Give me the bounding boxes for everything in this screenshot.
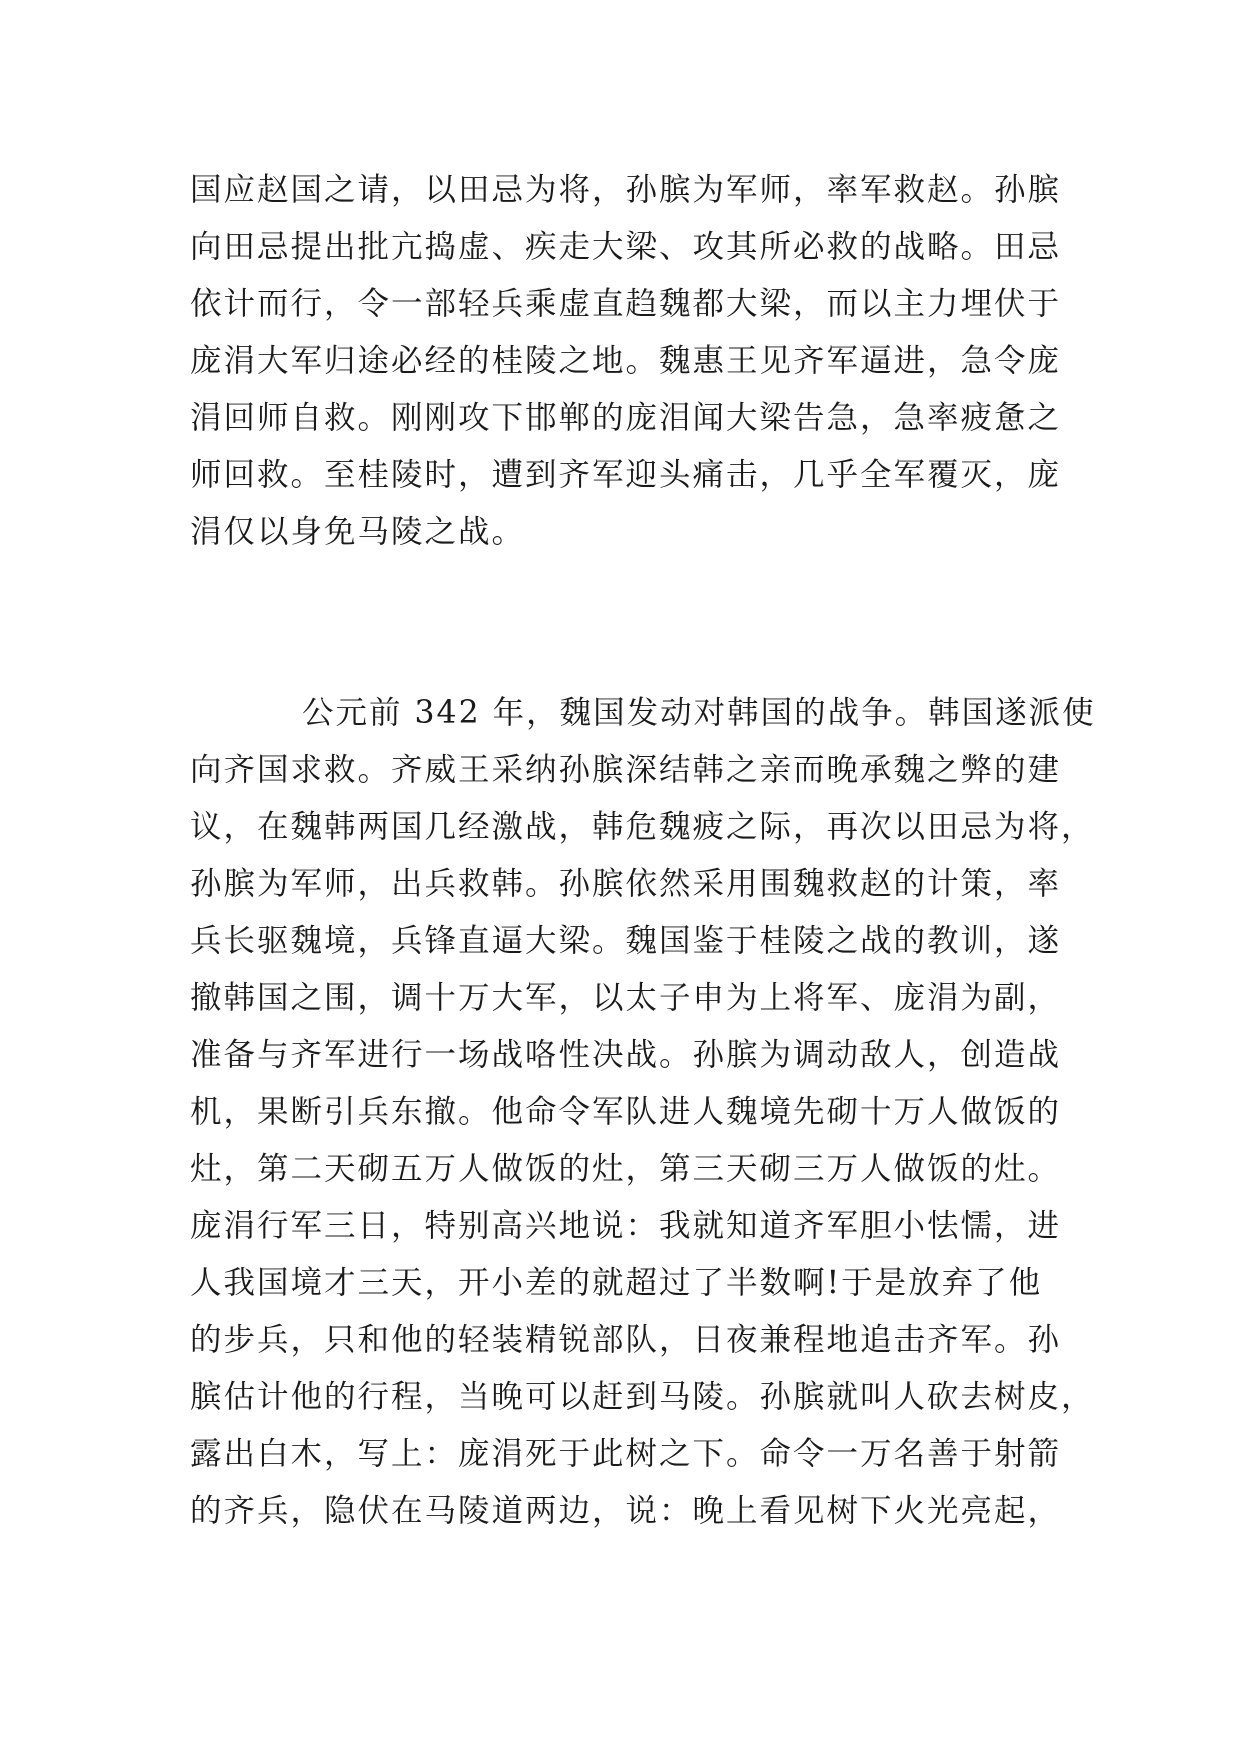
paragraph-maling xyxy=(190,685,1096,1540)
text-line: 的步兵，只和他的轻装精锐部队，日夜兼程地追击齐军。孙 xyxy=(190,1322,1062,1358)
text-line: 向田忌提出批亢捣虚、疾走大梁、攻其所必救的战略。田忌 xyxy=(190,229,1062,265)
text-line: 撤韩国之围，调十万大军，以太子申为上将军、庞涓为副， xyxy=(190,980,1062,1016)
text-line: 庞涓大军归途必经的桂陵之地。魏惠王见齐军逼进，急令庞 xyxy=(190,343,1062,379)
text-line-indented: 公元前 342 年，魏国发动对韩国的战争。韩国遂派使 xyxy=(302,695,1096,731)
text-line: 涓回师自救。刚刚攻下邯郸的庞泪闻大梁告急，急率疲惫之 xyxy=(190,400,1062,436)
text-line: 的齐兵，隐伏在马陵道两边，说：晚上看见树下火光亮起， xyxy=(190,1493,1062,1529)
text-line: 涓仅以身免马陵之战。 xyxy=(190,514,526,550)
text-line: 人我国境才三天，开小差的就超过了半数啊!于是放弃了他 xyxy=(190,1265,1043,1301)
paragraph-guiling xyxy=(190,162,1070,561)
text-line: 向齐国求救。齐威王采纳孙膑深结韩之亲而晚承魏之弊的建 xyxy=(190,752,1062,788)
text-line: 灶，第二天砌五万人做饭的灶，第三天砌三万人做饭的灶。 xyxy=(190,1151,1062,1187)
text-line: 准备与齐军进行一场战咯性决战。孙膑为调动敌人，创造战 xyxy=(190,1037,1062,1073)
text-line: 师回救。至桂陵时，遭到齐军迎头痛击，几乎全军覆灭，庞 xyxy=(190,457,1062,493)
text-line: 机，果断引兵东撤。他命令军队进人魏境先砌十万人做饭的 xyxy=(190,1094,1062,1130)
text-line: 国应赵国之请，以田忌为将，孙膑为军师，率军救赵。孙膑 xyxy=(190,172,1062,208)
text-line: 议，在魏韩两国几经激战，韩危魏疲之际，再次以田忌为将， xyxy=(190,809,1095,845)
text-line: 露出白木，写上：庞涓死于此树之下。命令一万名善于射箭 xyxy=(190,1436,1062,1472)
text-line: 依计而行，令一部轻兵乘虚直趋魏都大梁，而以主力埋伏于 xyxy=(190,286,1062,322)
text-line: 庞涓行军三日，特别高兴地说：我就知道齐军胆小怯懦，进 xyxy=(190,1208,1062,1244)
text-line: 孙膑为军师，出兵救韩。孙膑依然采用围魏救赵的计策，率 xyxy=(190,866,1062,902)
text-line: 膑估计他的行程，当晚可以赶到马陵。孙膑就叫人砍去树皮， xyxy=(190,1379,1095,1415)
text-line: 兵长驱魏境，兵锋直逼大梁。魏国鉴于桂陵之战的教训，遂 xyxy=(190,923,1062,959)
